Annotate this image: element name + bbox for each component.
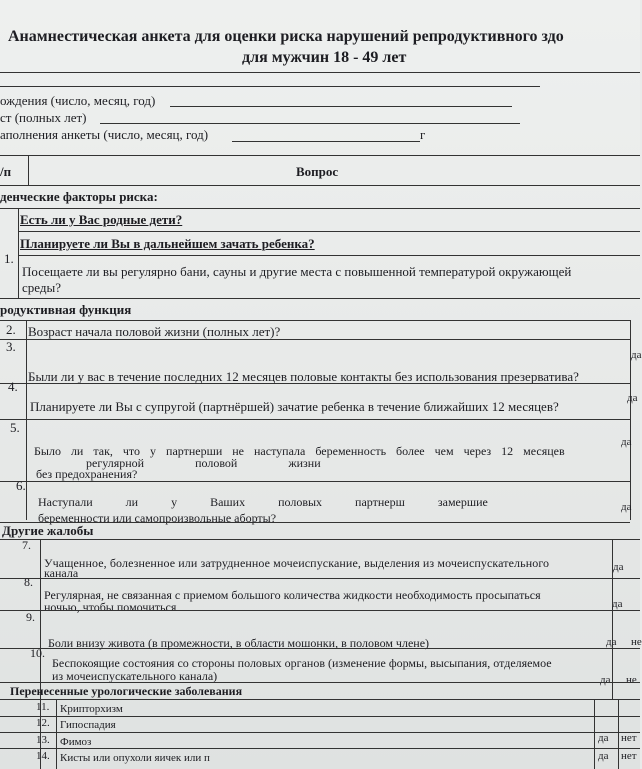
- question-number: 12.: [36, 717, 50, 729]
- question-1-text: Посещаете ли вы регулярно бани, сауны и другие места с повышенной температурой окружающей: [22, 264, 572, 279]
- question-5-text: Было ли так, что у партнерши не наступала беременность более чем через 12 месяцев: [34, 444, 565, 458]
- question-4-text: Планируете ли Вы с супругой (партнёршей) зачатие ребенка в течение ближайших 12 месяцев?: [30, 399, 559, 414]
- table-border: [0, 383, 630, 384]
- answer-yes-option[interactable]: да: [621, 436, 632, 448]
- table-border: [0, 320, 630, 321]
- answer-yes-option[interactable]: да: [613, 561, 624, 573]
- section-risk-factors: денческие факторы риска:: [0, 189, 158, 204]
- name-field-line[interactable]: [0, 86, 540, 87]
- answer-no-option[interactable]: нет: [621, 732, 637, 744]
- question-1-text-cont: среды?: [22, 280, 61, 295]
- question-11-text: Крипторхизм: [60, 703, 123, 715]
- answer-yes-option[interactable]: да: [631, 349, 642, 361]
- table-border: [0, 578, 640, 579]
- section-reproductive: родуктивная функция: [0, 302, 132, 317]
- question-10-text-cont: из мочеиспускательного канала): [52, 669, 218, 683]
- answer-yes-option[interactable]: да: [598, 732, 609, 744]
- question-number: 3.: [6, 339, 16, 354]
- fill-date-label: аполнения анкеты (число, месяц, год): [0, 127, 209, 142]
- table-border: [0, 748, 640, 749]
- question-number: 14.: [36, 750, 50, 762]
- question-number: 5.: [10, 420, 20, 435]
- question-number: 8.: [24, 575, 33, 589]
- question-number: 2.: [6, 322, 16, 337]
- question-number: 7.: [22, 538, 31, 552]
- question-3-text: Были ли у вас в течение последних 12 месяцев половые контакты без использования презерватива?: [28, 369, 579, 384]
- question-8-text-cont: ночью, чтобы помочиться: [44, 600, 177, 614]
- question-children: Есть ли у Вас родные дети?: [20, 212, 183, 227]
- table-border: [0, 185, 640, 186]
- table-border: [0, 539, 640, 540]
- table-border: [0, 208, 640, 209]
- question-6-text-cont: беременности или самопроизвольные аборты?: [38, 511, 277, 525]
- table-border: [0, 682, 640, 683]
- table-col-divider: [18, 208, 19, 298]
- page-subtitle: для мужчин 18 - 49 лет: [242, 49, 407, 66]
- answer-no-option[interactable]: нет: [621, 750, 637, 762]
- table-border: [0, 522, 630, 523]
- num-column-header: /п: [0, 164, 12, 179]
- table-border: [0, 732, 640, 733]
- question-6-text: Наступали ли у Ваших половых партнерш замершие: [38, 495, 488, 509]
- question-number: 1.: [4, 251, 14, 266]
- table-border: [0, 481, 630, 482]
- age-label: ст (полных лет): [0, 110, 87, 125]
- answer-no-option[interactable]: не: [626, 674, 637, 686]
- question-5-text-cont: без предохранения?: [36, 467, 138, 481]
- question-7-text: Учащенное, болезненное или затрудненное мочеиспускание, выделения из мочеиспускательного: [44, 556, 550, 570]
- section-complaints: Другие жалобы: [2, 523, 94, 538]
- question-7-text-cont: канала: [44, 566, 79, 580]
- question-8-text: Регулярная, не связанная с приемом большого количества жидкости необходимость просыпаться: [44, 588, 541, 602]
- table-border: [0, 419, 630, 420]
- table-border: [18, 255, 640, 256]
- question-5-text-cont: регулярной половой жизни: [86, 456, 321, 470]
- answer-yes-option[interactable]: да: [598, 750, 609, 762]
- question-number: 6.: [16, 478, 26, 493]
- table-border: [0, 699, 640, 700]
- question-10-text: Беспокоящие состояния со стороны половых органов (изменение формы, высыпания, отделяемое: [52, 656, 552, 670]
- section-urology: Перенесенные урологические заболевания: [10, 684, 243, 698]
- table-border: [0, 610, 640, 611]
- question-number: 11.: [36, 701, 50, 713]
- table-col-divider: [594, 699, 595, 769]
- table-border: [18, 231, 640, 232]
- table-col-divider: [56, 699, 57, 769]
- fill-date-field[interactable]: [232, 141, 420, 142]
- birth-date-label: ождения (число, месяц, год): [0, 93, 156, 108]
- question-13-text: Фимоз: [60, 736, 92, 748]
- question-12-text: Гипоспадия: [60, 719, 116, 731]
- table-border: [0, 298, 640, 299]
- table-col-divider: [618, 699, 619, 769]
- question-14-text: Кисты или опухоли яичек или п: [60, 752, 210, 764]
- answer-yes-option[interactable]: да: [621, 501, 632, 513]
- table-col-divider: [28, 155, 29, 185]
- question-column-header: Вопрос: [296, 164, 339, 179]
- answer-yes-option[interactable]: да: [600, 674, 611, 686]
- question-9-text: Боли внизу живота (в промежности, в области мошонки, в половом члене): [48, 636, 430, 650]
- question-number: 13.: [36, 734, 50, 746]
- table-border: [0, 716, 640, 717]
- question-plan-child: Планируете ли Вы в дальнейшем зачать ребенка?: [20, 236, 315, 251]
- page-title: Анамнестическая анкета для оценки риска нарушений репродуктивного здо: [8, 28, 564, 45]
- fill-date-suffix: г: [420, 127, 426, 142]
- divider: [0, 72, 640, 73]
- question-number: 9.: [26, 610, 35, 624]
- table-border: [0, 648, 640, 649]
- table-border: [0, 339, 630, 340]
- answer-yes-option[interactable]: да: [627, 392, 638, 404]
- table-col-divider: [26, 320, 27, 520]
- question-2-text: Возраст начала половой жизни (полных лет)?: [28, 324, 281, 339]
- birth-date-field[interactable]: [170, 106, 512, 107]
- answer-yes-option[interactable]: да: [606, 636, 617, 648]
- age-field[interactable]: [100, 123, 520, 124]
- question-number: 4.: [8, 379, 18, 394]
- table-border: [0, 155, 640, 156]
- answer-no-option[interactable]: не: [631, 636, 642, 648]
- answer-yes-option[interactable]: да: [612, 598, 623, 610]
- question-number: 10.: [30, 646, 45, 660]
